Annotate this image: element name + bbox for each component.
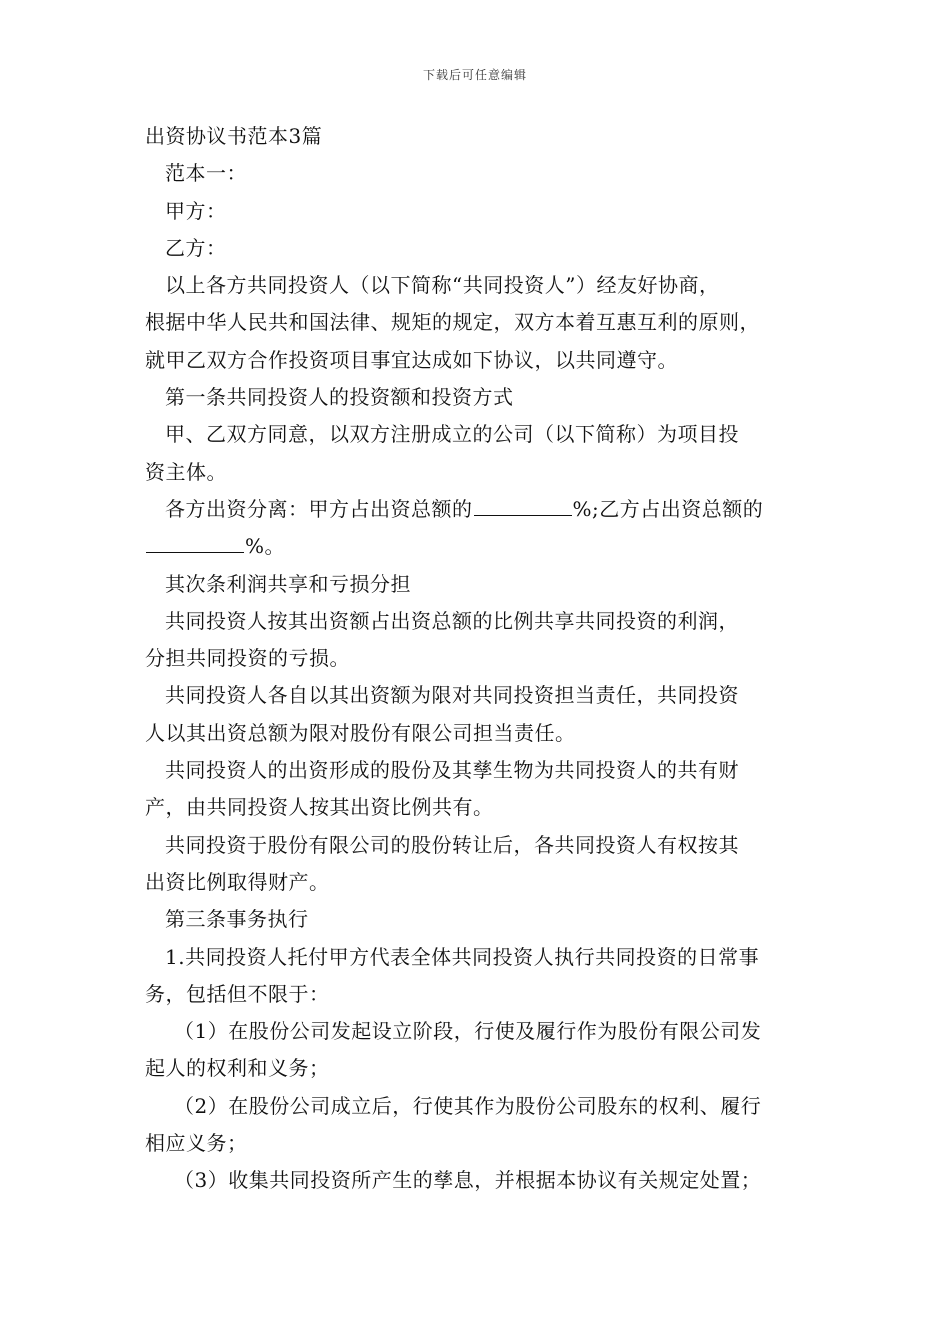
ratio-line	[145, 528, 810, 565]
paragraph-line: 共同投资人的出资形成的股份及其孳生物为共同投资人的共有财	[165, 758, 739, 783]
sample-heading: 范本一：	[165, 161, 247, 186]
paragraph-line: 人以其出资总额为限对股份有限公司担当责任。	[145, 720, 576, 745]
document-title: 出资协议书范本3篇	[145, 124, 323, 148]
paragraph-line: 共同投资人各自以其出资额为限对共同投资担当责任，共同投资	[165, 683, 739, 708]
party-a-label: 甲方：	[165, 198, 227, 223]
fill-blank	[474, 496, 572, 516]
intro-line: 以上各方共同投资人（以下简称“共同投资人”）经友好协商，	[165, 273, 720, 298]
page-header: 下载后可任意编辑	[422, 68, 527, 82]
ratio-suffix: %。	[245, 534, 286, 559]
paragraph-line: 出资比例取得财产。	[145, 869, 330, 894]
paragraph-line: 甲、乙双方同意，以双方注册成立的公司（以下简称）为项目投	[165, 422, 739, 447]
ratio-line	[145, 491, 810, 528]
intro-line: 就甲乙双方合作投资项目事宜达成如下协议，以共同遵守。	[145, 347, 678, 372]
article3-heading: 第三条事务执行	[165, 907, 309, 932]
paragraph-line: 产，由共同投资人按其出资比例共有。	[145, 795, 494, 820]
ratio-prefix: 各方出资分离：甲方占出资总额的	[165, 496, 473, 521]
paragraph-line: 相应义务；	[145, 1131, 248, 1156]
ratio-mid: %;乙方占出资总额的	[572, 496, 764, 521]
paragraph-line: 分担共同投资的亏损。	[145, 646, 350, 671]
paragraph-line: 共同投资于股份有限公司的股份转让后，各共同投资人有权按其	[165, 832, 739, 857]
party-b-label: 乙方：	[165, 235, 227, 260]
paragraph-line: （1）在股份公司发起设立阶段，行使及履行作为股份有限公司发	[174, 1019, 762, 1044]
paragraph-line: （3）收集共同投资所产生的孳息，并根据本协议有关规定处置；	[174, 1168, 762, 1193]
paragraph-line: 起人的权利和义务；	[145, 1056, 330, 1081]
fill-blank	[146, 533, 244, 553]
intro-line: 根据中华人民共和国法律、规矩的规定，双方本着互惠互利的原则，	[145, 310, 760, 335]
article2-heading: 其次条利润共享和亏损分担	[165, 571, 411, 596]
document-body	[145, 118, 810, 1200]
paragraph-line: 共同投资人按其出资额占出资总额的比例共享共同投资的利润，	[165, 608, 739, 633]
paragraph-line: 1.共同投资人托付甲方代表全体共同投资人执行共同投资的日常事	[165, 944, 760, 969]
article1-heading: 第一条共同投资人的投资额和投资方式	[165, 385, 514, 410]
paragraph-line: （2）在股份公司成立后，行使其作为股份公司股东的权利、履行	[174, 1093, 762, 1118]
paragraph-line: 资主体。	[145, 459, 227, 484]
paragraph-line: 务，包括但不限于：	[145, 981, 330, 1006]
